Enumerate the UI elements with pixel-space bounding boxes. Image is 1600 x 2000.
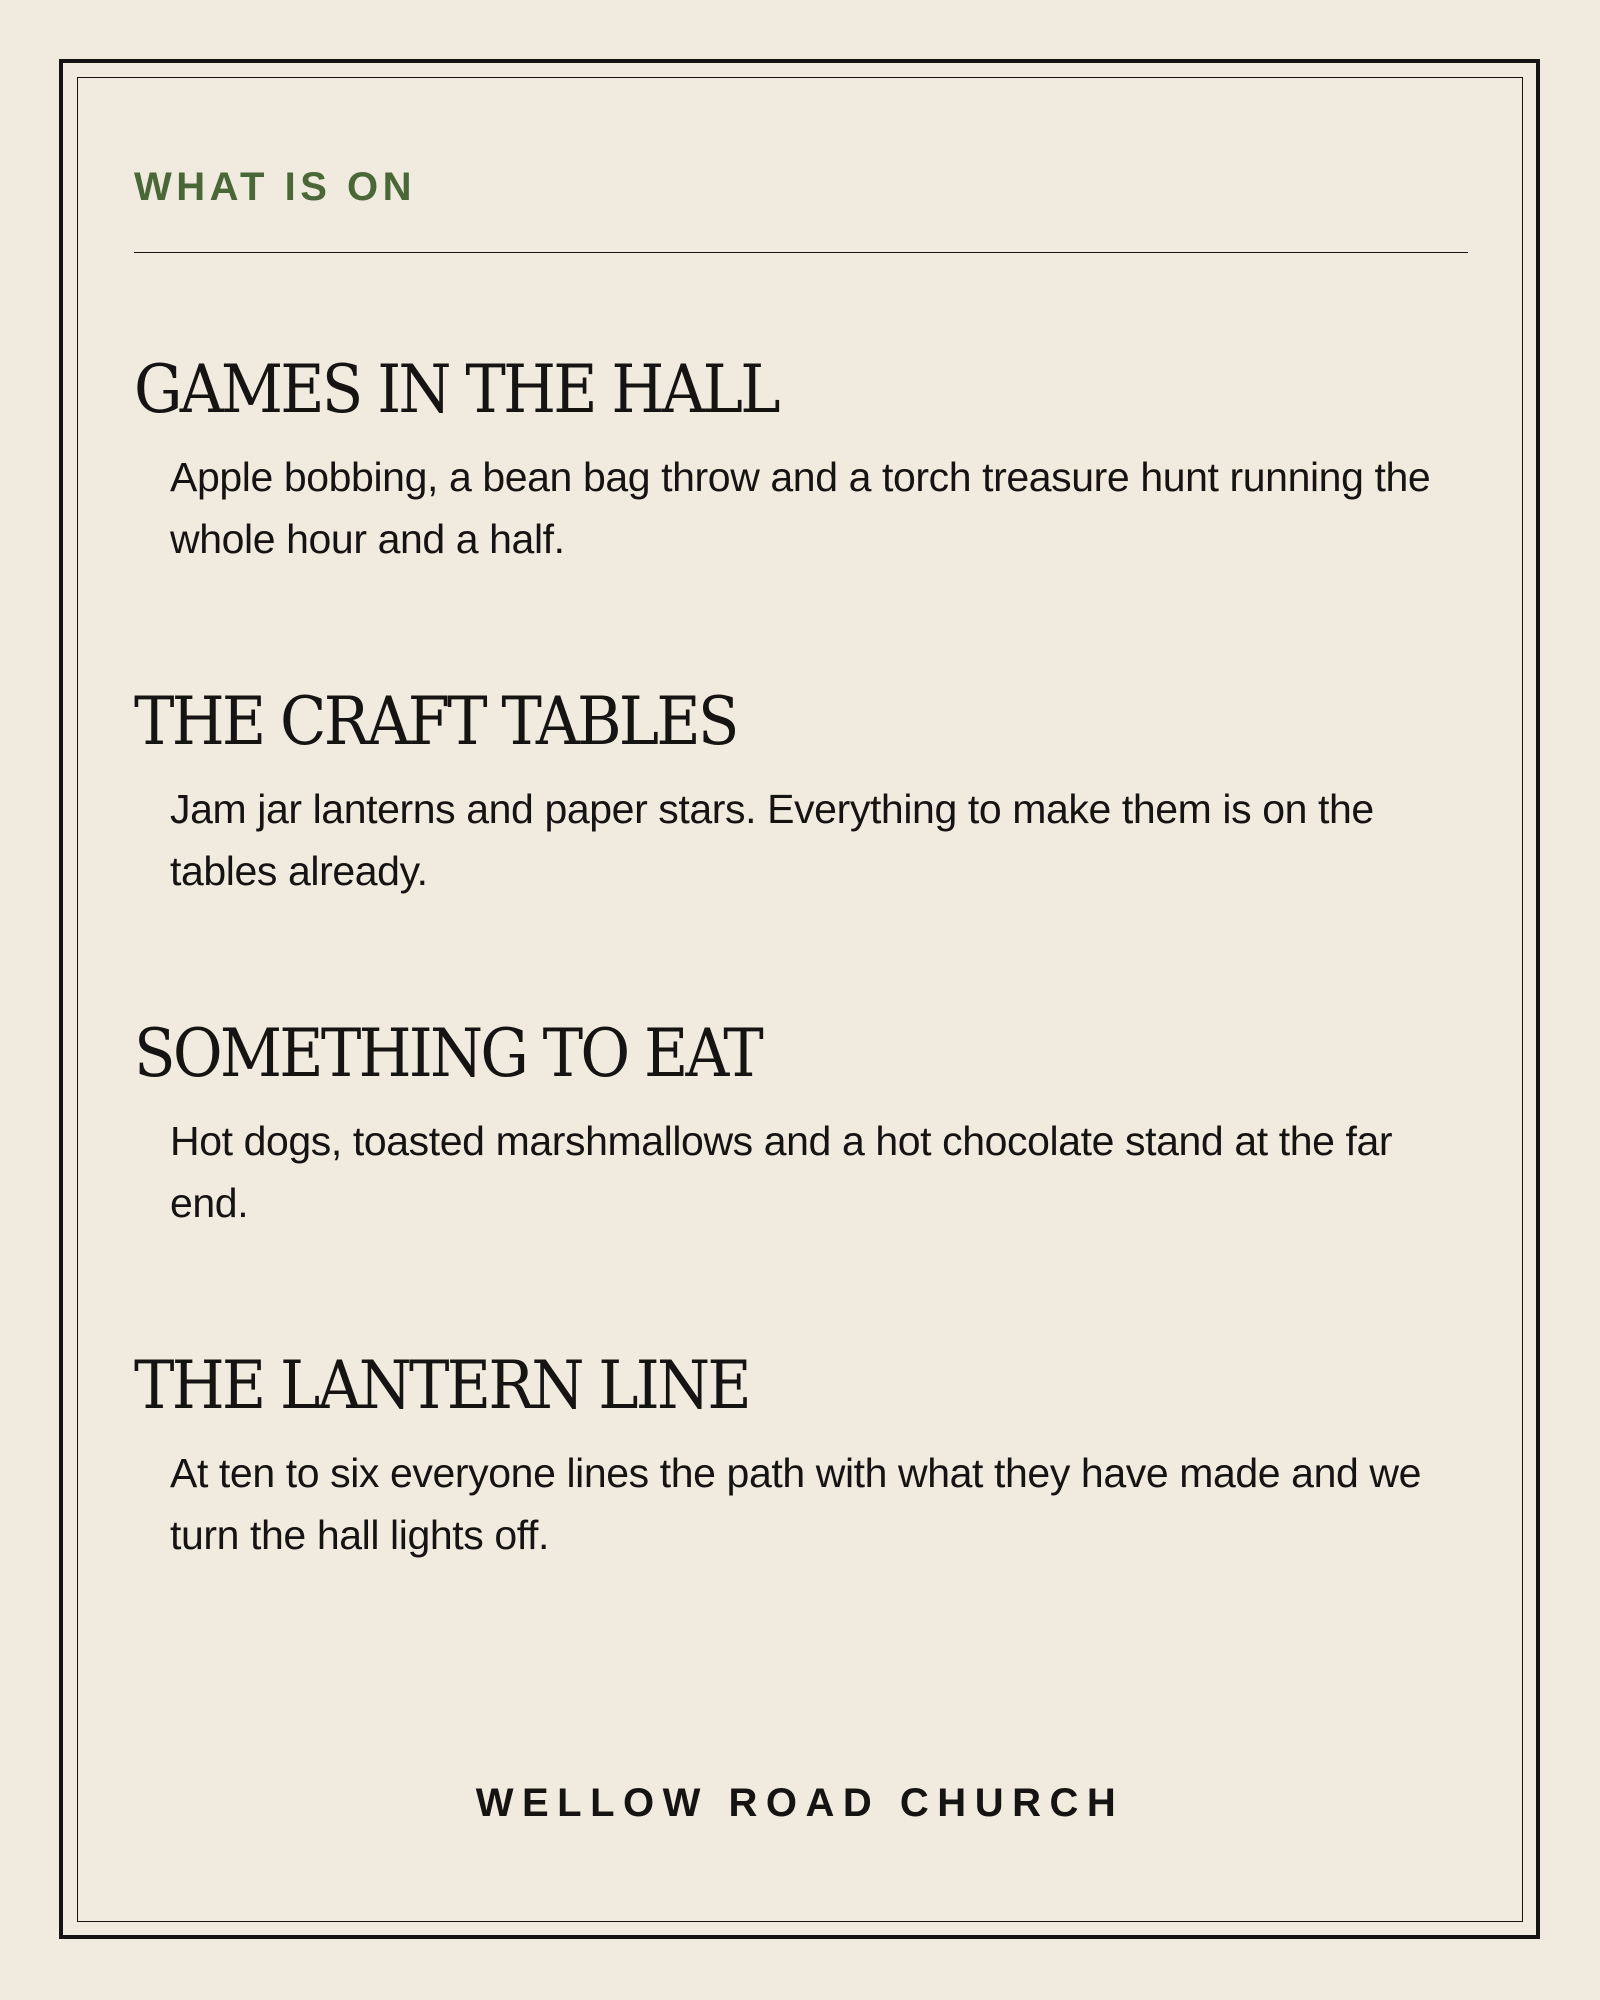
- event-section-food: [134, 1014, 1468, 1234]
- section-description: At ten to six everyone lines the path with what they have made and we turn the hall lights off.: [170, 1450, 1421, 1558]
- event-section-crafts: [134, 682, 1468, 902]
- section-title: GAMES IN THE HALL: [134, 351, 778, 428]
- section-description: Apple bobbing, a bean bag throw and a torch treasure hunt running the whole hour and a half.: [170, 454, 1431, 562]
- section-title: SOMETHING TO EAT: [134, 1015, 762, 1092]
- section-title: THE LANTERN LINE: [134, 1347, 749, 1424]
- header-divider: [134, 252, 1468, 253]
- event-section-lanterns: [134, 1346, 1468, 1566]
- organizer-name: WELLOW ROAD CHURCH: [475, 1781, 1125, 1825]
- event-section-games: [134, 350, 1468, 570]
- section-description: Hot dogs, toasted marshmallows and a hot chocolate stand at the far end.: [170, 1118, 1393, 1226]
- section-title: THE CRAFT TABLES: [134, 683, 737, 760]
- section-description: Jam jar lanterns and paper stars. Everything to make them is on the tables already.: [170, 786, 1374, 894]
- section-eyebrow: WHAT IS ON: [134, 165, 417, 209]
